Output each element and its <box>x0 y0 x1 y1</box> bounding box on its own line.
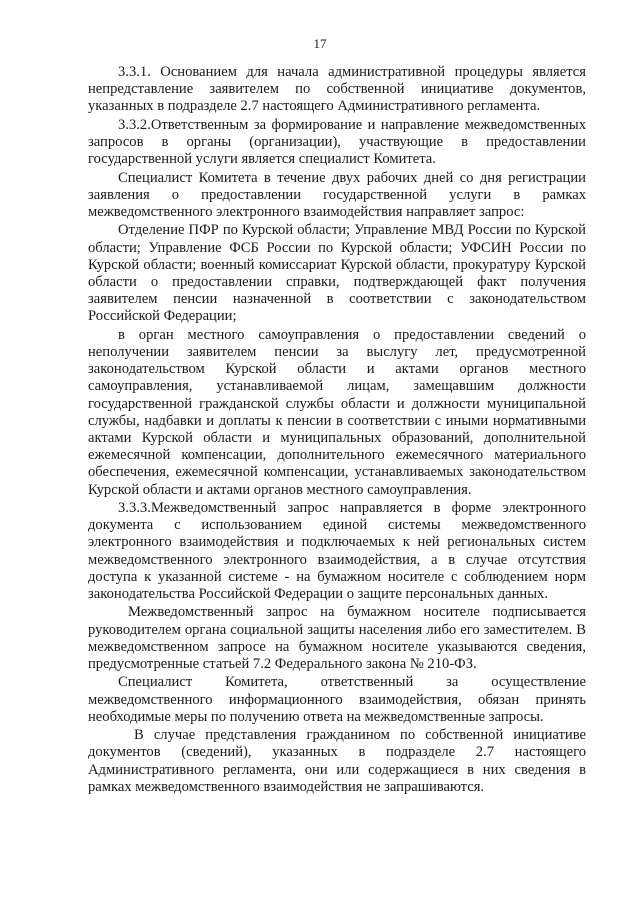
page-number: 17 <box>313 36 327 51</box>
paragraph-paper-request: Межведомственный запрос на бумажном носителе подписывается руководителем органа социальной защиты населения либо его заместителем. В межведомственном запросе на бумажном носителе указываются сведения, предусмотренные статьей 7.2 Федерального закона № 210-ФЗ. <box>88 604 586 673</box>
paragraph-responsible-specialist: Специалист Комитета, ответственный за осуществление межведомственного информационного взаимодействия, обязан принять необходимые меры по получению ответа на межведомственные запросы. <box>88 674 586 725</box>
paragraph-3-3-2: 3.3.2.Ответственным за формирование и направление межведомственных запросов в органы (организации), участвующие в предоставлении государственной услуги является специалист Комитета. <box>88 116 586 168</box>
paragraph-local-government: в орган местного самоуправления о предоставлении сведений о неполучении заявителем пенсии за выслугу лет, предусмотренной законодательством Курской области и актами органов местного самоуправления, устанавливаемой лицам, замещавшим должности государственной гражданской службы области и должности муниципальной службы, надбавки и доплаты к пенсии в соответствии с иными нормативными актами Курской области и муниципальных образований, дополнительной ежемесячной компенсации, дополнительного ежемесячного материального обеспечения, ежемесячной компенсации, устанавливаемых законодательством Курской области и актами органов местного самоуправления. <box>88 326 586 498</box>
paragraph-specialist-request: Специалист Комитета в течение двух рабочих дней со дня регистрации заявления о предоставлении государственной услуги в рамках межведомственного электронного взаимодействия направляет запрос: <box>88 169 586 220</box>
paragraph-agencies-list: Отделение ПФР по Курской области; Управление МВД России по Курской области; Управление ФСБ России по Курской области; УФСИН России по Курской области; военный комиссариат Курской области, прокуратуру Курской области о предоставлении справки, подтверждающей факт получения заявителем пенсии назначенной в соответствии с законодательством Российской Федерации; <box>88 222 586 325</box>
document-body <box>88 64 586 797</box>
paragraph-3-3-3: 3.3.3.Межведомственный запрос направляется в форме электронного документа с использованием единой системы межведомственного электронного взаимодействия и подключаемых к ней региональных систем межведомственного электронного взаимодействия, а в случае отсутствия доступа к указанной системе - на бумажном носителе с соблюдением норм законодательства Российской Федерации о защите персональных данных. <box>88 500 586 603</box>
paragraph-own-initiative: В случае представления гражданином по собственной инициативе документов (сведений), указанных в подразделе 2.7 настоящего Административного регламента, они или содержащиеся в них сведения в рамках межведомственного взаимодействия не запрашиваются. <box>88 727 586 795</box>
paragraph-3-3-1: 3.3.1. Основанием для начала административной процедуры является непредставление заявителем по собственной инициативе документов, указанных в подразделе 2.7 настоящего Административного регламента. <box>88 64 586 115</box>
